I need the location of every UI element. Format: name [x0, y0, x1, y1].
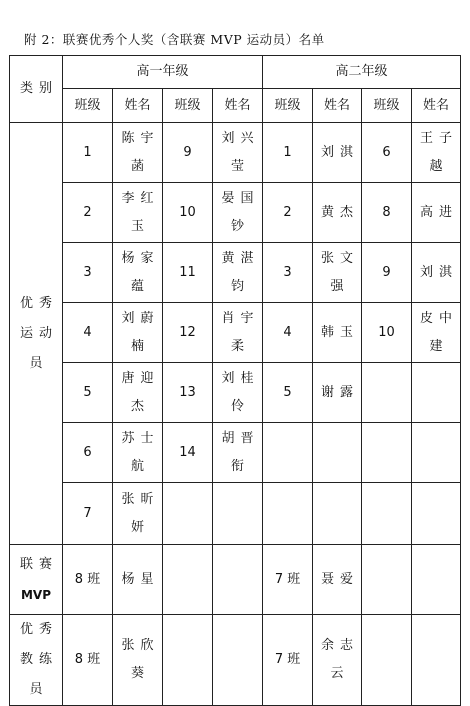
empty-cell — [213, 615, 263, 706]
class-number-cell: 5 — [63, 363, 113, 423]
class-number-cell: 4 — [63, 303, 113, 363]
class-number-cell — [163, 483, 213, 545]
class-header: 班级 — [263, 89, 313, 123]
athlete-name-cell — [313, 483, 362, 545]
class-number-cell: 2 — [263, 183, 313, 243]
athlete-name-cell — [412, 363, 461, 423]
category-mvp — [10, 545, 63, 615]
class-number-cell: 3 — [263, 243, 313, 303]
coach-name-cell: 张欣葵 — [113, 615, 163, 706]
class-number-cell: 8 — [362, 183, 412, 243]
athlete-name-cell: 杨家蕴 — [113, 243, 163, 303]
athlete-name-cell: 皮中建 — [412, 303, 461, 363]
category-coach: 优秀教练员 — [10, 615, 63, 706]
class-number-cell: 7 — [63, 483, 113, 545]
class-number-cell: 10 — [362, 303, 412, 363]
class-number-cell: 1 — [63, 123, 113, 183]
category-mvp-cn: 联赛 — [19, 556, 58, 572]
class-number-cell: 12 — [163, 303, 213, 363]
athlete-name-cell: 陈宇菡 — [113, 123, 163, 183]
athlete-name-cell: 黄湛钧 — [213, 243, 263, 303]
class-header: 班级 — [63, 89, 113, 123]
athlete-name-cell: 张昕妍 — [113, 483, 163, 545]
table-row — [10, 483, 461, 545]
athlete-name-cell: 杨星 — [113, 545, 163, 615]
class-number-cell — [263, 423, 313, 483]
athlete-name-cell — [412, 483, 461, 545]
athlete-name-cell — [213, 483, 263, 545]
athlete-name-cell: 王子越 — [412, 123, 461, 183]
award-table — [9, 55, 461, 706]
athlete-name-cell: 谢露 — [313, 363, 362, 423]
table-row — [10, 303, 461, 363]
athlete-name-cell: 高进 — [412, 183, 461, 243]
table-row — [10, 423, 461, 483]
class-number-cell: 7 班 — [263, 545, 313, 615]
empty-cell — [412, 615, 461, 706]
table-row — [10, 243, 461, 303]
category-mvp-en: MVP — [20, 587, 52, 602]
name-header: 姓名 — [113, 89, 163, 123]
class-number-cell: 9 — [163, 123, 213, 183]
table-row — [10, 363, 461, 423]
class-number-cell: 3 — [63, 243, 113, 303]
header-row-columns — [10, 89, 461, 123]
class-number-cell: 6 — [63, 423, 113, 483]
grade1-header: 高一年级 — [63, 56, 263, 89]
athlete-name-cell — [412, 423, 461, 483]
document-title: 附 2：联赛优秀个人奖（含联赛 MVP 运动员）名单 — [24, 32, 325, 47]
class-number-cell — [362, 363, 412, 423]
coach-name-cell: 余志云 — [313, 615, 362, 706]
class-number-cell: 10 — [163, 183, 213, 243]
athlete-name-cell: 黄杰 — [313, 183, 362, 243]
class-number-cell: 14 — [163, 423, 213, 483]
class-number-cell: 1 — [263, 123, 313, 183]
class-number-cell: 8 班 — [63, 545, 113, 615]
empty-cell — [213, 545, 263, 615]
empty-cell — [362, 545, 412, 615]
name-header: 姓名 — [213, 89, 263, 123]
athlete-name-cell: 刘桂伶 — [213, 363, 263, 423]
name-header: 姓名 — [412, 89, 461, 123]
athlete-name-cell: 苏士航 — [113, 423, 163, 483]
empty-cell — [412, 545, 461, 615]
athlete-name-cell: 刘兴莹 — [213, 123, 263, 183]
class-number-cell: 2 — [63, 183, 113, 243]
athlete-name-cell: 晏国钞 — [213, 183, 263, 243]
class-number-cell — [362, 423, 412, 483]
class-number-cell: 13 — [163, 363, 213, 423]
athlete-name-cell: 刘蔚楠 — [113, 303, 163, 363]
table-row-mvp — [10, 545, 461, 615]
empty-cell — [163, 545, 213, 615]
grade2-header: 高二年级 — [263, 56, 461, 89]
athlete-name-cell: 肖宇柔 — [213, 303, 263, 363]
athlete-name-cell: 李红玉 — [113, 183, 163, 243]
athlete-name-cell: 聂爱 — [313, 545, 362, 615]
athlete-name-cell: 刘淇 — [412, 243, 461, 303]
athlete-name-cell: 唐迎杰 — [113, 363, 163, 423]
athlete-name-cell: 刘淇 — [313, 123, 362, 183]
class-number-cell — [362, 483, 412, 545]
table-row-coach — [10, 615, 461, 706]
name-header: 姓名 — [313, 89, 362, 123]
class-number-cell: 6 — [362, 123, 412, 183]
class-number-cell: 9 — [362, 243, 412, 303]
empty-cell — [163, 615, 213, 706]
athlete-name-cell — [313, 423, 362, 483]
table-row — [10, 183, 461, 243]
class-number-cell — [263, 483, 313, 545]
class-number-cell: 7 班 — [263, 615, 313, 706]
category-excellent-athletes: 优秀运动员 — [10, 123, 63, 545]
athlete-name-cell: 张文强 — [313, 243, 362, 303]
athlete-name-cell: 胡晋衔 — [213, 423, 263, 483]
class-number-cell: 4 — [263, 303, 313, 363]
table-row — [10, 123, 461, 183]
class-number-cell: 11 — [163, 243, 213, 303]
class-number-cell: 5 — [263, 363, 313, 423]
empty-cell — [362, 615, 412, 706]
athlete-name-cell: 韩玉 — [313, 303, 362, 363]
header-row-grade — [10, 56, 461, 89]
category-header: 类别 — [10, 56, 63, 123]
class-header: 班级 — [362, 89, 412, 123]
class-number-cell: 8 班 — [63, 615, 113, 706]
class-header: 班级 — [163, 89, 213, 123]
